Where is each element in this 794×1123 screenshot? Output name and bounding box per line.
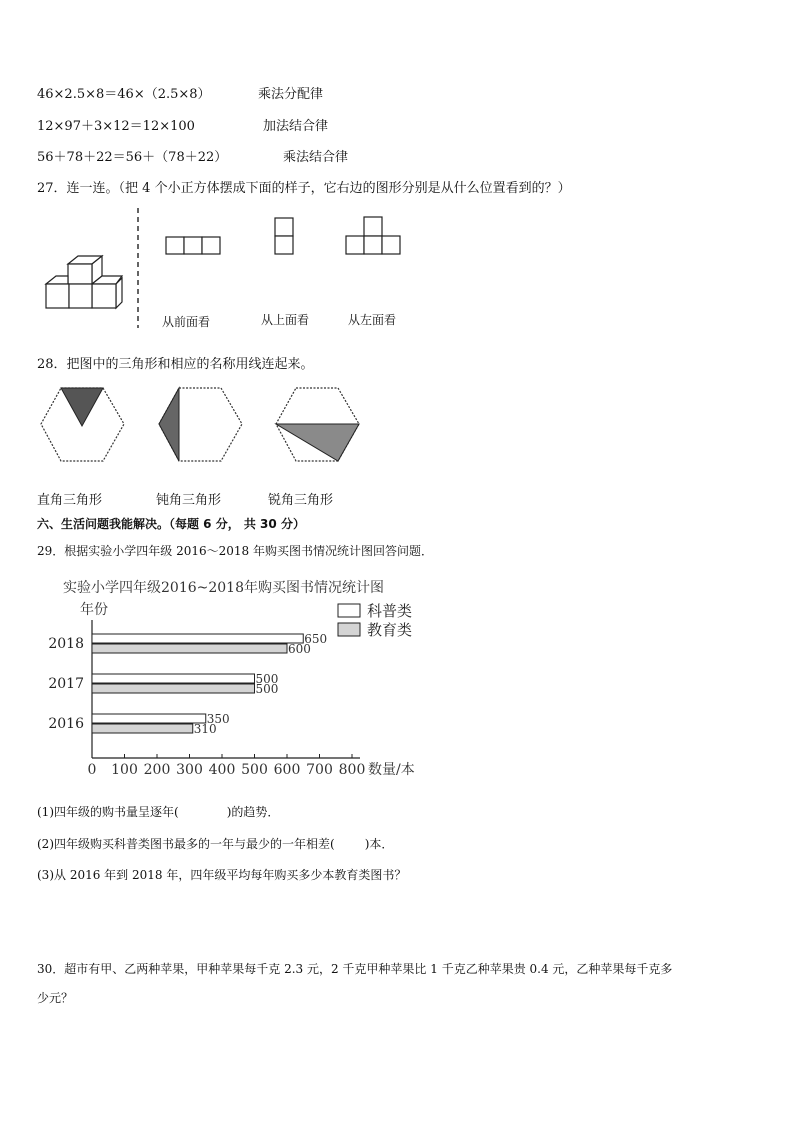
chart-legend-label: 教育类: [367, 621, 413, 639]
chart-data-label: 500: [255, 682, 279, 696]
hexagon-with-triangle-3: [275, 386, 361, 464]
law-2: 加法结合律: [263, 119, 329, 134]
chart-x-tick-label: 200: [143, 762, 171, 778]
q29-sub2: [37, 835, 393, 852]
chart-data-label: 350: [206, 712, 230, 726]
law-3: 乘法结合律: [283, 150, 349, 165]
view-label-top: 从上面看: [261, 313, 310, 327]
view-label-front: 从前面看: [162, 315, 211, 329]
chart-bar-education-2017: [92, 684, 255, 693]
chart-category-label: 2018: [48, 636, 84, 652]
view-label-left: 从左面看: [348, 313, 397, 327]
chart-category-label: 2017: [48, 676, 84, 692]
chart-legend-swatch: [338, 623, 360, 636]
q28-text: 28．把图中的三角形和相应的名称用线连起来。: [37, 357, 314, 372]
triangle-name-acute: 锐角三角形: [268, 493, 334, 508]
chart-x-tick-label: 600: [273, 762, 301, 778]
q29-sub2-text-a: (2)四年级购买科普类图书最多的一年与最少的一年相差(: [37, 837, 335, 851]
dashed-divider: [136, 208, 140, 328]
chart-bar-education-2018: [92, 644, 287, 653]
view-shape-t: [345, 216, 405, 256]
q29-sub1-text-a: (1)四年级的购书量呈逐年(: [37, 805, 179, 819]
chart-bar-science-2017: [92, 674, 255, 683]
triangle-name-obtuse: 钝角三角形: [156, 493, 222, 508]
chart-bar-science-2016: [92, 714, 206, 723]
chart-x-tick-label: 0: [87, 762, 97, 778]
q30-line1: 30．超市有甲、乙两种苹果，甲种苹果每千克 2.3 元，2 千克甲种苹果比 1 千克乙种苹果贵 0.4 元，乙种苹果每千克多: [37, 962, 673, 976]
view-shape-three-squares: [165, 236, 225, 256]
chart-x-tick-label: 500: [241, 762, 268, 778]
q29-sub2-text-b: )本．: [364, 837, 394, 851]
book-purchase-chart: [40, 572, 440, 782]
cube-stack-figure: [40, 250, 130, 320]
triangle-name-right: 直角三角形: [37, 493, 103, 508]
chart-x-tick-label: 800: [338, 762, 366, 778]
chart-xlabel: 数量/本: [368, 762, 415, 778]
section6-title: 六、生活问题我能解决。（每题 6 分， 共 30 分）: [37, 517, 305, 531]
chart-data-label: 600: [288, 642, 311, 656]
hexagon-with-triangle-2: [158, 386, 244, 464]
chart-title: 实验小学四年级2016~2018年购买图书情况统计图: [63, 580, 384, 596]
chart-category-label: 2016: [48, 716, 84, 732]
q30-line2: 少元？: [37, 991, 74, 1005]
q29-sub3: (3)从 2016 年到 2018 年，四年级平均每年购买多少本教育类图书？: [37, 868, 407, 882]
chart-bar-science-2018: [92, 634, 303, 643]
equation-2: 12×97＋3×12＝12×100: [37, 119, 195, 134]
equation-1: 46×2.5×8＝46×（2.5×8）: [37, 87, 211, 102]
chart-x-tick-label: 700: [306, 762, 333, 778]
chart-data-label: 500: [255, 672, 279, 686]
chart-x-tick-label: 300: [176, 762, 203, 778]
view-shape-two-vertical: [274, 217, 296, 257]
equation-3: 56＋78＋22＝56＋（78＋22）: [37, 150, 228, 165]
chart-x-tick-label: 400: [208, 762, 236, 778]
q27-text: 27．连一连。（把 4 个小正方体摆成下面的样子，它右边的图形分别是从什么位置看到的？）: [37, 181, 571, 196]
q29-text: 29．根据实验小学四年级 2016～2018 年购买图书情况统计图回答问题．: [37, 544, 433, 558]
chart-x-tick-label: 100: [111, 762, 138, 778]
chart-ylabel: 年份: [80, 602, 108, 618]
chart-legend-swatch: [338, 604, 360, 617]
chart-data-label: 650: [304, 632, 328, 646]
q29-sub1-text-b: )的趋势．: [226, 805, 280, 819]
q29-sub1: [37, 803, 279, 820]
chart-legend-label: 科普类: [367, 602, 413, 620]
chart-data-label: 310: [193, 722, 217, 736]
hexagon-with-triangle-1: [40, 386, 126, 464]
law-1: 乘法分配律: [258, 87, 324, 102]
chart-bar-education-2016: [92, 724, 193, 733]
